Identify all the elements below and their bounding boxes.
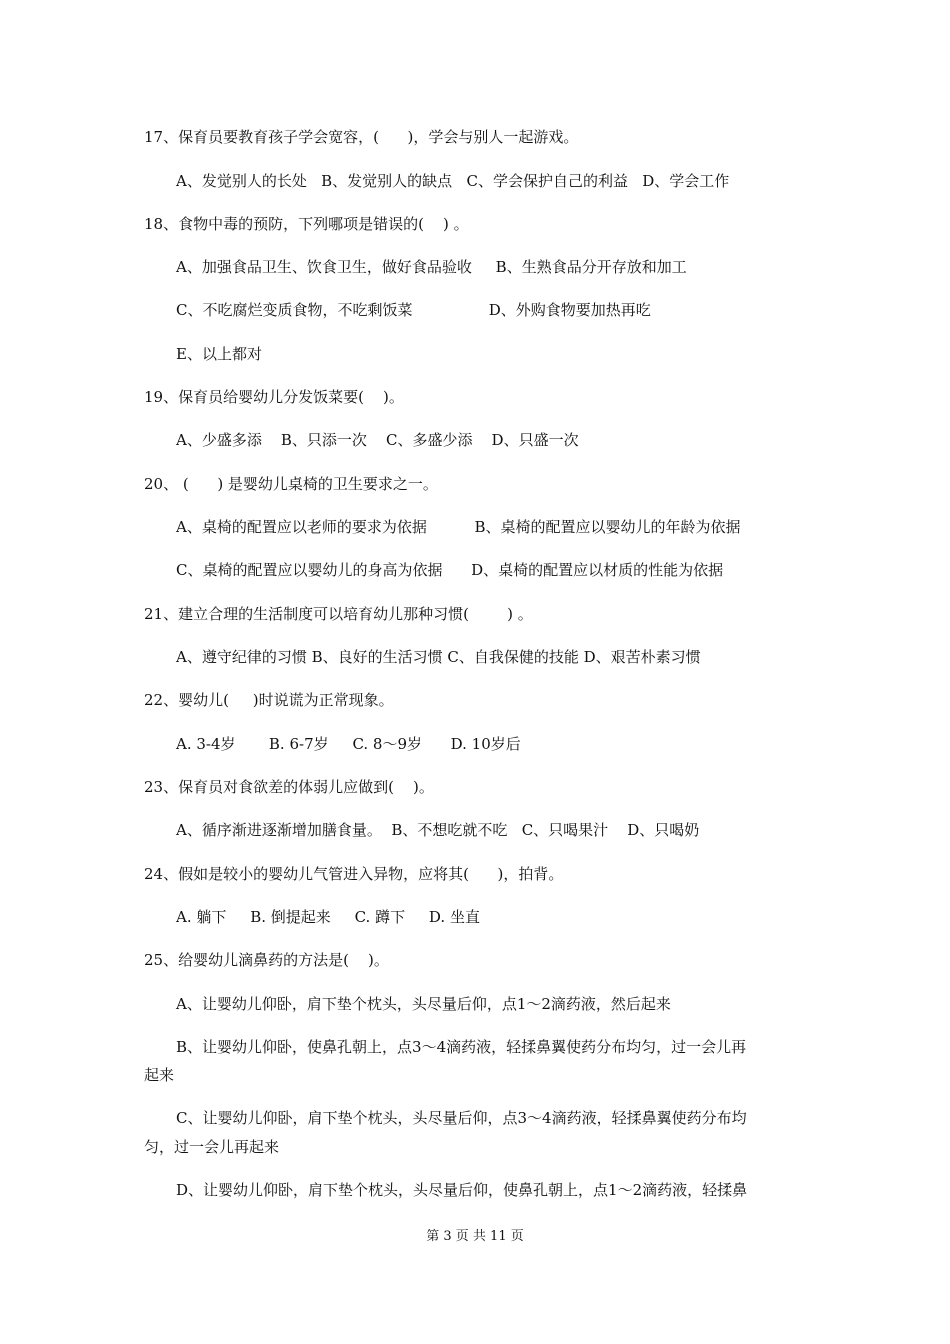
- question-17: 17、保育员要教育孩子学会宽容，( )，学会与别人一起游戏。: [144, 128, 579, 146]
- question-23: 23、保育员对食欲差的体弱儿应做到( )。: [144, 778, 434, 796]
- question-17-options: A、发觉别人的长处 B、发觉别人的缺点 C、学会保护自己的利益 D、学会工作: [176, 172, 730, 190]
- question-25-option-b: B、让婴幼儿仰卧，使鼻孔朝上，点3～4滴药液，轻揉鼻翼使药分布均匀，过一会儿再: [176, 1038, 747, 1056]
- question-22-options: A. 3-4岁 B. 6-7岁 C. 8～9岁 D. 10岁后: [176, 735, 521, 753]
- question-20: 20、 ( ) 是婴幼儿桌椅的卫生要求之一。: [144, 475, 438, 493]
- question-21: 21、建立合理的生活制度可以培育幼儿那种习惯( ) 。: [144, 605, 533, 623]
- question-19: 19、保育员给婴幼儿分发饭菜要( )。: [144, 388, 404, 406]
- question-25-option-c: C、让婴幼儿仰卧，肩下垫个枕头，头尽量后仰，点3～4滴药液，轻揉鼻翼使药分布均: [176, 1109, 747, 1127]
- question-23-options: A、循序渐进逐渐增加膳食量。 B、不想吃就不吃 C、只喝果汁 D、只喝奶: [176, 821, 700, 839]
- question-24-options: A. 躺下 B. 倒提起来 C. 蹲下 D. 坐直: [176, 908, 480, 926]
- question-24: 24、假如是较小的婴幼儿气管进入异物，应将其( )，拍背。: [144, 865, 564, 883]
- question-22: 22、婴幼儿( )时说谎为正常现象。: [144, 691, 394, 709]
- question-20-options-cd: C、桌椅的配置应以婴幼儿的身高为依据 D、桌椅的配置应以材质的性能为依据: [176, 561, 724, 579]
- question-25-option-c-cont: 匀，过一会儿再起来: [144, 1138, 280, 1156]
- question-21-options: A、遵守纪律的习惯 B、良好的生活习惯 C、自我保健的技能 D、艰苦朴素习惯: [176, 648, 701, 666]
- question-25: 25、给婴幼儿滴鼻药的方法是( )。: [144, 951, 389, 969]
- question-18-options-cd: C、不吃腐烂变质食物，不吃剩饭菜 D、外购食物要加热再吃: [176, 301, 651, 319]
- question-25-option-a: A、让婴幼儿仰卧，肩下垫个枕头，头尽量后仰，点1～2滴药液，然后起来: [176, 995, 671, 1013]
- question-25-option-d: D、让婴幼儿仰卧，肩下垫个枕头，头尽量后仰，使鼻孔朝上，点1～2滴药液，轻揉鼻: [176, 1181, 748, 1199]
- question-19-options: A、少盛多添 B、只添一次 C、多盛少添 D、只盛一次: [176, 431, 579, 449]
- question-20-options-ab: A、桌椅的配置应以老师的要求为依据 B、桌椅的配置应以婴幼儿的年龄为依据: [176, 518, 741, 536]
- question-18-option-e: E、以上都对: [176, 345, 262, 363]
- question-25-option-b-cont: 起来: [144, 1066, 175, 1084]
- page-footer: 第 3 页 共 11 页: [426, 1229, 524, 1244]
- question-18-options-ab: A、加强食品卫生、饮食卫生，做好食品验收 B、生熟食品分开存放和加工: [176, 258, 687, 276]
- question-18: 18、食物中毒的预防，下列哪项是错误的( ) 。: [144, 215, 469, 233]
